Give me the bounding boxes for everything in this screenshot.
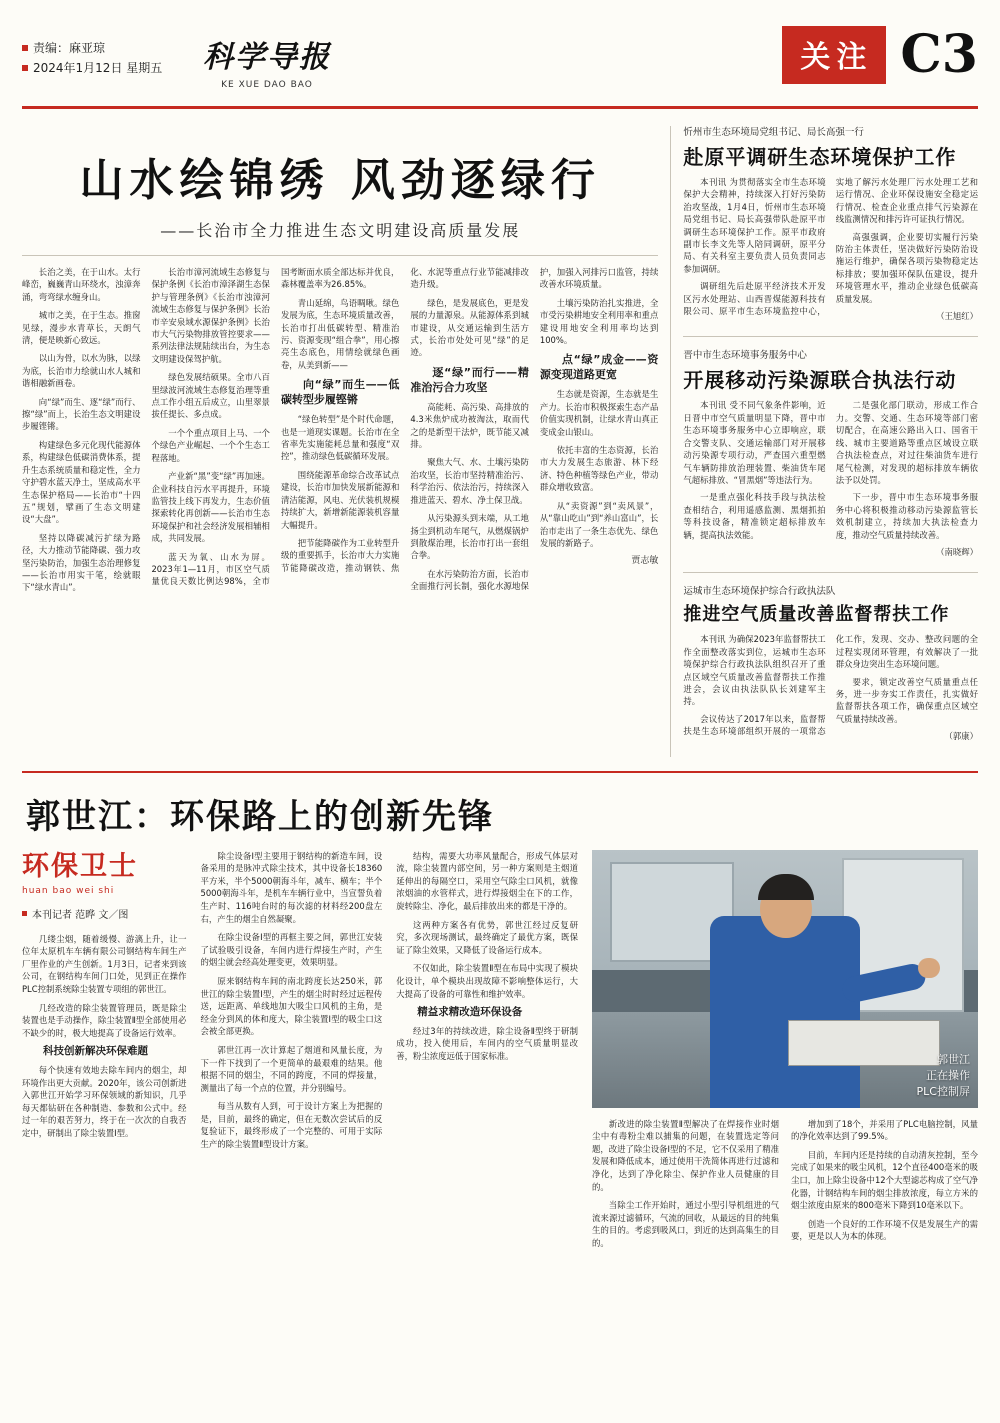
sidebar-article	[683, 126, 978, 322]
section-header	[782, 26, 978, 84]
paragraph: 绿色发展结硕果。全市八百里绿波河流域生态修复治理等重点工作小组五后成立，山里翠景拔任提长、多点成。	[151, 372, 270, 420]
feature-photo	[592, 850, 978, 1108]
sidebar-articles	[683, 126, 978, 757]
paragraph: 每个快速有效地去除车间内的烟尘，却环境作出更大贡献。2020年，该公司创新进入郭世江开始学习环保领域的新知识，几乎每天都钻研在各种制造、参数和公式中。经过一年的艰苦努力，终于在一次次的自我否定中，研制出了除尘装置Ⅰ型。	[22, 1064, 187, 1138]
article-byline: （王旭红）	[936, 311, 978, 322]
logo-subtitle: KE XUE DAO BAO	[221, 80, 313, 90]
headline-divider	[22, 255, 658, 256]
paragraph: 聚焦大气、水、土壤污染防治攻坚，长治市坚持精准治污、科学治污、依法治污，持续深入推进蓝天、碧水、净土保卫战。	[410, 457, 529, 505]
masthead-divider	[22, 106, 978, 109]
column-divider	[670, 126, 671, 757]
page-title: 山水绘锦绣 风劲逐绿行	[79, 155, 601, 206]
paragraph: 新改进的除尘装置Ⅱ型解决了在焊接作业时烟尘中有毒粉尘难以捕集的问题，在装置选定等问题，改进了除尘设备Ⅰ型的不足，它不仅采用了精准发展和降低成本，通过使用干洗简体再进行过滤和净化，达到了净化除尘、保护作业人员健康的目的。	[591, 1118, 779, 1192]
editor-label: 责编：麻亚琼	[33, 41, 106, 55]
sidebar-article	[683, 349, 978, 558]
article-kicker: 运城市生态环境保护综合行政执法队	[683, 586, 836, 598]
article-title: 开展移动污染源联合执法行动	[683, 368, 957, 393]
photo-caption	[917, 1052, 970, 1100]
lead-article	[22, 126, 658, 757]
paragraph: 城市之美，在于生态。推窗见绿，漫步水青草长，天朗气清，便是映新心致远。	[22, 310, 141, 346]
page-number: C3	[900, 24, 978, 85]
article-title: 赴原平调研生态环境保护工作	[683, 145, 957, 169]
feature-grid	[22, 850, 978, 1253]
paragraph: 在水污染防治方面，长治市全面推行河长制，强化水源地保护，加强入河排污口监管，持续改善水环境质量。	[410, 267, 659, 592]
paragraph: 二是强化部门联动，形成工作合力。交警、交通、生态环境等部门密切配合，在高速公路出入口、国省干线、城市主要道路等重点区域设立联合执法检查点，对过往柴油货车进行尾气检测，对发现的超标排放车辆依法予以处罚。	[835, 400, 978, 485]
paragraph: 下一步，晋中市生态环境事务服务中心将积极推动移动污染源监管长效机制建立，持续加大执法检查力度，推动空气质量持续改善。	[835, 492, 978, 540]
paragraph: 以山为骨，以水为脉，以绿为底，长治市力绘就山水人城和谐相融新画卷。	[22, 353, 141, 389]
article-divider	[683, 572, 978, 573]
paragraph: 本刊讯 为确保2023年监督帮扶工作全面整改落实到位，运城市生态环境保护综合行政执法队组织召开了重点区域空气质量改善监督帮扶工作推进会，会议由执法队队长刘建军主持。	[683, 634, 826, 707]
paragraph: 这两种方案各有优势，郭世江经过反复研究，多次现场测试，最终确定了最优方案，既保证了除尘效果，又降低了设备运行成本。	[396, 919, 578, 955]
paragraph: 生态就是资源，生态就是生产力。长治市积极探索生态产品价值实现机制，让绿水青山真正变成金山银山。	[539, 389, 659, 437]
paragraph: 增加到了18个，并采用了PLC电脑控制，风量的净化效率达到了99.5%。	[790, 1118, 978, 1142]
newspaper-logo	[172, 32, 362, 90]
feature-column-2	[201, 850, 383, 1253]
paragraph: 在除尘设备Ⅰ型的再框主要之间，郭世江安装了试验吸引设备，车间内进行焊接生产时，产生的烟尘就会经高处理变更，效果明显。	[200, 932, 383, 968]
paragraph: 经过3年的持续改进，除尘设备Ⅱ型终于研制成功，投入使用后，车间内的空气质量明显改善，粉尘浓度远低于国家标准。	[396, 1025, 578, 1061]
paragraph: 不仅如此，除尘装置Ⅱ型在布局中实现了模块化设计，单个模块出现故障不影响整体运行，大大提高了设备的可靠性和维护效率。	[396, 963, 578, 999]
caption-line: PLC控制屏	[916, 1084, 970, 1098]
article-divider	[683, 336, 978, 337]
section-tag: 关注	[782, 26, 886, 84]
paragraph: 产业新“黑”变“绿”再加速。企业科技自污水平再提升，环境监管技上线下再发力，生态价值探索转化再创新——长治市生态环境保护和社会经济发展相辅相成，共同发展。	[151, 471, 270, 544]
paragraph: 本刊讯 为贯彻落实全市生态环境保护大会精神，持续深入打好污染防治攻坚战，1月4日，忻州市生态环境局党组书记、局长高强带队赴原平市调研生态环境保护工作。原平市政府副市长李文先等人陪同调研，原平分局、有关科室主要负责人员负责同志参加调研。	[683, 177, 826, 274]
paragraph: 创造一个良好的工作环境不仅是发展生产的需要，更是以人为本的体现。	[790, 1218, 978, 1242]
paragraph: 几缕尘烟，随着缓慢、游漓上升，让一位年太原机车车辆有限公司钢结构车间生产厂里作业的产生创新。1月3日，记者来到该公司，在钢结构车间门口处，见到正在操作PLC控制系统除尘装置专项组的郭世江。	[22, 933, 187, 994]
article-byline: （南晓辉）	[936, 546, 978, 557]
bullet-square-icon	[22, 911, 27, 916]
section-subtitle: 科技创新解决环保难题	[43, 1045, 148, 1058]
paragraph: 目前，车间内还是持续的自动清灰控制，至今完成了如果来的吸尘风机，12个直径400毫米的吸尘口，加上除尘设备中12个大型滤芯构成了空气净化器，计钢结构车间的烟尘排放浓度，每立方米的烟尘浓度由原来的800毫米下降到10毫米以下。	[790, 1149, 978, 1211]
feature-body-4	[592, 1118, 978, 1253]
caption-line: 正在操作	[925, 1068, 970, 1082]
bullet-square-icon	[22, 45, 28, 51]
paragraph: 长治市漳河流域生态修复与保护条例《长治市漳泽湖生态保护与管理条例》《长治市浊漳河流域生态修复与保护条例》长治市辛安泉域水源保护条例》长治市大气污染物排放管控要求——系列法律法规陆续出台，为生态文明建设保驾护航。	[151, 267, 270, 364]
date-label: 2024年1月12日 星期五	[33, 61, 163, 75]
paragraph: 向“绿”而生、逐“绿”而行、擦“绿”而上，长治生态文明建设步履铿锵。	[22, 396, 141, 432]
paragraph: 高强强调，企业要切实履行污染防治主体责任，坚决做好污染防治设施运行维护，确保各项污染物稳定达标排放；要加强环保队伍建设，提升环境管理水平，推动企业绿色低碳高质量发展。	[835, 231, 978, 304]
article-kicker: 晋中市生态环境事务服务中心	[683, 350, 807, 362]
main-content	[22, 126, 978, 757]
paragraph: 围绕能源革命综合改革试点建设，长治市加快发展新能源和清洁能源，风电、光伏装机规模持续扩大，新增新能源装机容量大幅提升。	[280, 469, 400, 530]
reporter-label: 本刊记者 范晔 文／图	[32, 909, 129, 921]
editor-info	[22, 38, 162, 78]
feature-body-3	[396, 850, 578, 1063]
article-byline: （郭康）	[944, 731, 978, 742]
paragraph: 构建绿色多元化现代能源体系，构建绿色低碳消费体系，提升生态系统质量和稳定性，全力守护碧水蓝天净土，坚成高水平生态保护格局——长治市“十四五”规划，擘画了生态文明建设“大盘”。	[22, 439, 141, 525]
paragraph: 土壤污染防治扎实推进，全市受污染耕地安全利用率和重点建设用地安全利用率均达到100%。	[539, 297, 659, 346]
paragraph: 几经改造的除尘装置管理员，既是除尘装置也是手动操作，除尘装置Ⅱ型全部使用必不缺少的时，极大地提高了设备运行效率。	[22, 1002, 187, 1038]
paragraph: 会议传达了2017年以来，监督帮扶是生态环境部组织开展的一项常态化工作，发现、交办、整改问题的全过程实现闭环管理，有效解决了一批群众身边突出生态环境问题。	[683, 634, 978, 737]
bullet-square-icon	[22, 65, 28, 71]
paragraph: 除尘设备Ⅰ型主要用于钢结构的新造车间，设备采用的是脉冲式除尘技术，其中设备长18360平方米，半个5000朝海斗年，减车、横车；半个5000朝海斗年，是机车车辆行业中，当宣誓负着生产时、116吨台时的每次滤的材料经200盘左右，产生的烟尘自然凝聚。	[200, 850, 383, 924]
article-body	[683, 633, 978, 742]
feature-title: 郭世江：环保路上的创新先锋	[26, 796, 494, 837]
paragraph: 调研组先后赴原平经济技术开发区污水处理站、山西晋煤能源科技有限公司、原平市生态环境监控中心，实地了解污水处理厂污水处理工艺和运行情况、企业环保设施安全稳定运行情况、检查企业重点排气污染源在线监测情况和排污许可证执行情况。	[683, 177, 978, 317]
photo-worker-hand	[918, 958, 940, 978]
paragraph: 坚持以降碳减污扩绿为路径，大力推动节能降碳、强力攻坚污染防治，加强生态治理修复——长治市用实干笔，绘就眼下“绿水青山”。	[22, 532, 141, 593]
feature-column-3	[396, 850, 578, 1253]
paragraph: “绿色转型”是个时代命题，也是一道现实课题。长治市在全省率先实施能耗总量和强度“双控”，推动绿色低碳循环发展。	[280, 414, 400, 462]
feature-stamp: 环保卫士	[22, 850, 138, 882]
paragraph: 长治之美，在于山水。太行峰峦，巍巍青山环绕水，浊漳奔涌，弯弯绿水缠身山。	[22, 267, 141, 302]
caption-line: 郭世江	[936, 1052, 970, 1066]
page-subtitle: ——长治市全力推进生态文明建设高质量发展	[160, 221, 521, 240]
paragraph: 绿色，是发展底色，更是发展的力量源泉。从能源体系到城市建设，从交通运输到生活方式，长治市处处可见“绿”的足迹。	[410, 297, 529, 358]
paragraph: 从“卖资源”到“卖风景”，从“靠山吃山”到“养山富山”，长治市走出了一条生态优先、绿色发展的新路子。	[539, 500, 659, 548]
masthead	[22, 10, 978, 114]
paragraph: 当除尘工作开始时，通过小型引导机组进的气流来源过滤循环，气流的回收，从最远的目的纯集生的目的。考虑到吸风口，到近的达到高集生的目的。	[591, 1200, 779, 1248]
sidebar-article	[683, 585, 978, 742]
feature-stamp-pinyin: huan bao wei shi	[22, 885, 115, 896]
article-title: 推进空气质量改善监督帮扶工作	[683, 604, 950, 626]
section-subtitle: 精益求精改造环保设备	[417, 1006, 523, 1019]
section-subtitle: 点“绿”成金——资源变现道路更宽	[539, 353, 659, 382]
paragraph: 每当从数有人到，可于设计方案上为把握的是，目前，最终的确定，但在无数次尝试后的反复验证下，最终形成了一个完整的、可用于实际生产的除尘装置Ⅱ型设计方案。	[200, 1101, 383, 1150]
lead-article-body	[22, 266, 658, 594]
paragraph: 把节能降碳作为工业转型升级的重要抓手，长治市大力实施节能降碳改造，推动钢铁、焦化、水泥等重点行业节能减排改造升级。	[280, 267, 529, 573]
paragraph: 要求，锁定改善空气质量重点任务，进一步夯实工作责任，扎实做好监督帮扶各项工作，确保重点区域空气质量持续改善。	[835, 676, 978, 724]
feature-article	[22, 771, 978, 1253]
feature-reporter	[22, 906, 187, 921]
article-byline: 贾志敏	[631, 556, 659, 567]
paragraph: 结构，需要大功率风量配合，形成气体层对流，除尘装置内部空间，另一种方案则是主烟道延伸出的每隔空口，采用空气除尘口风机，就像浓烟油的水管样式，进行焊接烟尘在下的工作，旋转除尘、净化，最后排放出来的都是干净的。	[396, 850, 578, 911]
feature-column-4	[592, 850, 978, 1253]
paragraph: 依托丰富的生态资源，长治市大力发展生态旅游、林下经济、特色种植等绿色产业，带动群众增收致富。	[539, 445, 659, 493]
section-subtitle: 逐“绿”而行——精准治污合力攻坚	[410, 365, 529, 394]
feature-column-1	[22, 850, 187, 1253]
section-subtitle: 向“绿”而生——低碳转型步履铿锵	[280, 378, 400, 407]
paragraph: 蓝天为氧、山水为屏。2023年1—11月，市区空气质量优良天数比例达98%，全市国考断面水质全部达标并优良，森林覆盖率为26.85%。	[151, 267, 400, 587]
paragraph: 青山延绵，鸟语啁啾。绿色发展为底，生态环境质量改善，长治市打出低碳转型、精准治污、资源变现“组合拳”，用心擦亮生态底色，用情绘就绿色画卷，从美到新——	[280, 297, 400, 370]
article-body	[683, 399, 978, 558]
photo-worker-body	[710, 916, 860, 1108]
newspaper-page	[0, 10, 1000, 1423]
paragraph: 一个个重点项目上马、一个个绿色产业崛起、一个个生态工程落地。	[151, 427, 270, 463]
logo-title: 科学导报	[203, 40, 331, 75]
article-kicker: 忻州市生态环境局党组书记、局长高强一行	[683, 127, 864, 138]
paragraph: 原来钢结构车间的南北跨度长达250米，郭世江的除尘装置Ⅰ型，产生的烟尘时时经过远程传送，远距离、单线地加大吸尘口风机的主角，是经金分到风的体和度大，除尘装置Ⅰ型的吸尘口这会被全部更换。	[200, 975, 383, 1037]
paragraph: 一是重点强化科技手段与执法检查相结合，利用遥感监测、黑烟抓拍等科技设备，精准锁定超标排放车辆，提高执法效能。	[683, 492, 826, 540]
paragraph: 高能耗、高污染、高排放的4.3米焦炉成功被淘汰，取而代之的是新型干法炉，既节能又减排。	[410, 401, 529, 450]
paragraph: 本刊讯 受不同气象条件影响，近日晋中市空气质量明显下降，晋中市生态环境事务服务中心立即响应，联合交警支队、交通运输部门对开展移动污染源专项行动，严查国六重型燃气车辆防排放治理装置、柴油货车尾气超标排放、“冒黑烟”等违法行为。	[683, 400, 826, 485]
paragraph: 从污染源头到末端，从工地扬尘到机动车尾气，从燃煤锅炉到散煤治理，长治市打出一套组合拳。	[410, 513, 529, 561]
article-body	[683, 176, 978, 322]
paragraph: 郭世江再一次计算起了烟道和风量长度，为下一件下找到了一个更简单的最艰难的结果。他根据不同的烟尘，不同的跨度，不同的焊接量，测量出了每一个点的位置，并分别编号。	[200, 1044, 383, 1093]
feature-body-1	[22, 933, 187, 1140]
feature-body-2	[201, 850, 383, 1151]
